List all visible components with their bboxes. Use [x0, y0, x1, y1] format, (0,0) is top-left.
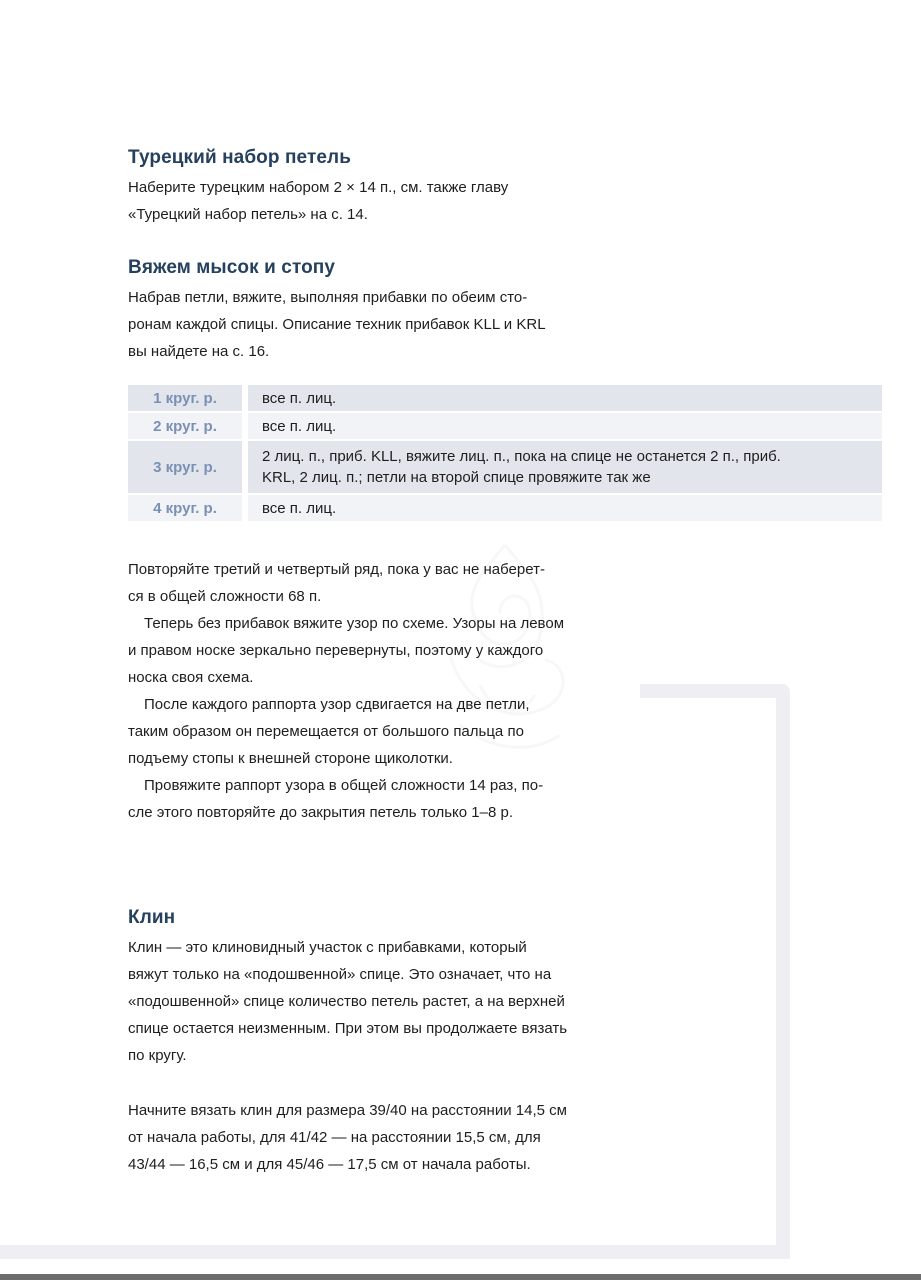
text-line: спице остается неизменным. При этом вы продолжаете вязать	[128, 1020, 568, 1037]
gusset-paragraph-1	[128, 934, 567, 1069]
text-line: вы найдете на с. 16.	[128, 343, 270, 360]
text-line: сле этого повторяйте до закрытия петель только 1–8 р.	[128, 804, 513, 821]
text-line: 43/44 — 16,5 см и для 45/46 — 17,5 см от начала работы.	[128, 1156, 531, 1173]
row-description	[248, 495, 882, 521]
heading-gusset: Клин	[128, 907, 176, 928]
gusset-paragraph-2	[128, 1097, 567, 1178]
table-row	[128, 385, 882, 411]
cast-on-paragraph	[128, 174, 508, 228]
row-text: KRL, 2 лиц. п.; петли на второй спице провяжите так же	[262, 469, 651, 486]
text-line: носка своя схема.	[128, 669, 254, 686]
repeat-paragraph-1	[128, 556, 545, 610]
row-text: все п. лиц.	[262, 389, 337, 407]
text-line: Набрав петли, вяжите, выполняя прибавки по обеим сто-	[128, 289, 528, 306]
text-line: «подошвенной» спице количество петель растет, а на верхней	[128, 993, 565, 1010]
row-description	[248, 385, 882, 411]
text-line: таким образом он перемещается от большого пальца по	[128, 723, 524, 740]
row-text: все п. лиц.	[262, 499, 337, 517]
row-description	[248, 413, 882, 439]
text-line: Клин — это клиновидный участок с прибавками, который	[128, 939, 527, 956]
text-line: «Турецкий набор петель» на с. 14.	[128, 206, 368, 223]
repeat-paragraph-4	[128, 772, 543, 826]
text-line: и правом носке зеркально перевернуты, поэтому у каждого	[128, 642, 544, 659]
row-label: 4 круг. р.	[128, 495, 242, 521]
toe-paragraph	[128, 284, 546, 365]
text-line: вяжут только на «подошвенной» спице. Это означает, что на	[128, 966, 552, 983]
row-label: 2 круг. р.	[128, 413, 242, 439]
text-line: Провяжите раппорт узора в общей сложности 14 раз, по-	[144, 777, 544, 794]
text-line: Начните вязать клин для размера 39/40 на расстоянии 14,5 см	[128, 1102, 567, 1119]
text-line: ронам каждой спицы. Описание техник прибавок KLL и KRL	[128, 316, 546, 333]
heading-cast-on: Турецкий набор петель	[128, 147, 351, 168]
text-line: ся в общей сложности 68 п.	[128, 588, 322, 605]
text-line: от начала работы, для 41/42 — на расстоянии 15,5 см, для	[128, 1129, 541, 1146]
decorative-bottom-bar	[0, 1245, 790, 1259]
row-text: 2 лиц. п., приб. KLL, вяжите лиц. п., пока на спице не останется 2 п., приб.	[262, 448, 781, 465]
table-row	[128, 495, 882, 521]
row-label: 1 круг. р.	[128, 385, 242, 411]
page-bottom-rule	[0, 1274, 921, 1280]
text-line: Наберите турецким набором 2 × 14 п., см. также главу	[128, 179, 509, 196]
row-text: все п. лиц.	[262, 417, 337, 435]
rounds-table	[128, 385, 882, 523]
repeat-paragraph-3	[128, 691, 530, 772]
row-description	[248, 441, 882, 493]
text-line: по кругу.	[128, 1047, 187, 1064]
text-line: подъему стопы к внешней стороне щиколотки.	[128, 750, 453, 767]
table-row	[128, 413, 882, 439]
row-label: 3 круг. р.	[128, 441, 242, 493]
repeat-paragraph-2	[128, 610, 564, 691]
heading-toe: Вяжем мысок и стопу	[128, 257, 336, 278]
text-line: Теперь без прибавок вяжите узор по схеме. Узоры на левом	[144, 615, 565, 632]
text-line: После каждого раппорта узор сдвигается на две петли,	[144, 696, 530, 713]
decorative-frame	[640, 684, 790, 1259]
table-row	[128, 441, 882, 493]
text-line: Повторяйте третий и четвертый ряд, пока у вас не наберет-	[128, 561, 545, 578]
